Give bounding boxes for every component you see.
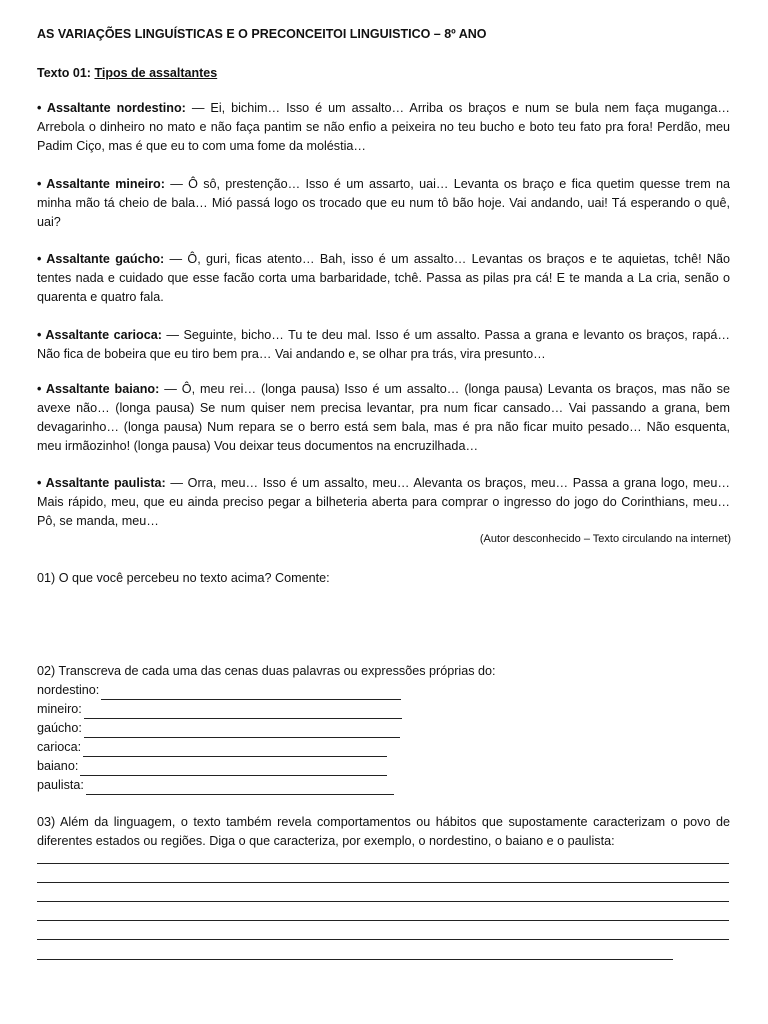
page-title: AS VARIAÇÕES LINGUÍSTICAS E O PRECONCEITOI LINGUISTICO – 8º ANO [37,27,487,41]
paragraph-carioca [37,326,730,364]
paragraph-label: • Assaltante carioca: [37,328,162,342]
answer-row-mineiro [37,700,496,719]
text-name: Tipos de assaltantes [94,66,218,80]
text-number: Texto 01: [37,66,91,80]
question-2-prompt: 02) Transcreva de cada uma das cenas duas palavras ou expressões próprias do: [37,664,496,678]
answer-label: baiano: [37,759,79,773]
answer-blank[interactable] [84,706,402,719]
paragraph-text: — Ei, bichim… Isso é um assalto… Arriba os braços e num se bula nem faça muganga… Arrebola o dinheiro no mato e não faça pantim se não enfio a peixeira no teu bucho e boto teu fato pra fora! Perdão, meu Padim Ciço, mas é que eu to com uma fome da moléstia… [37,101,730,153]
paragraph-text: — Seguinte, bicho… Tu te deu mal. Isso é um assalto. Passa a grana e levanto os braços, rapá… Não fica de bobeira que eu tiro bem pra… Vai andando e, se olhar pra trás, vira presunto… [37,328,731,361]
paragraph-label: • Assaltante mineiro: [37,177,165,191]
paragraph-mineiro [37,175,730,232]
answer-line[interactable] [37,938,729,940]
paragraph-text: — Ô sô, prestenção… Isso é um assarto, uai… Levanta os braço e fica quetim quesse trem na minha mão tá cheio de bala… Mió passá logo os trocado que eu num tô bão hoje. Vai andando, uai! Tá esperando o quê, uai? [37,177,730,229]
answer-label: gaúcho: [37,721,82,735]
paragraph-label: • Assaltante paulista: [37,476,166,490]
paragraph-baiano [37,380,730,456]
question-2 [37,662,496,795]
answer-row-carioca [37,738,496,757]
answer-line[interactable] [37,881,729,883]
answer-label: mineiro: [37,702,82,716]
answer-row-nordestino [37,681,496,700]
answer-blank[interactable] [84,725,400,738]
text-subtitle [37,66,217,80]
answer-label: paulista: [37,778,84,792]
paragraph-paulista [37,474,730,531]
paragraph-text: — Ô, guri, ficas atento… Bah, isso é um assalto… Levantas os braços e te aquietas, tchê! Não tentes nada e cuidado que esse facão corta uma barbaridade, tchê. Passa as pilas pra cá! E te manda a La cria, senão o quarenta e quatro fala. [37,252,730,304]
paragraph-label: • Assaltante nordestino: [37,101,186,115]
question-3: 03) Além da linguagem, o texto também revela comportamentos ou hábitos que supostamente caracterizam o povo de diferentes estados ou regiões. Diga o que caracteriza, por exemplo, o nordestino, o baiano e o paulista: [37,815,730,848]
answer-row-baiano [37,757,496,776]
question-1: 01) O que você percebeu no texto acima? Comente: [37,571,330,585]
answer-label: nordestino: [37,683,100,697]
paragraph-text: — Ô, meu rei… (longa pausa) Isso é um assalto… (longa pausa) Levanta os braços, mas não se avexe não… (longa pausa) Se num quiser nem precisa levantar, pra num ficar cansado… Vai passando a grana, bem devagarinho… (longa pausa) Num repara se o berro está sem bala, mas é pra não ficar muito pesado… Não esquenta, meu irmãozinho! (longa pausa) Vou deixar teus documentos na encruzilhada… [37,382,730,453]
paragraph-text: — Orra, meu… Isso é um assalto, meu… Alevanta os braços, meu… Passa a grana logo, meu… Mais rápido, meu, que eu ainda preciso pegar a bilheteria aberta para comprar o ingresso do jogo do Corinthians, meu… Pô, se manda, meu… [37,476,730,528]
answer-line[interactable] [37,862,729,864]
paragraph-gaucho [37,250,730,307]
answer-blank[interactable] [83,744,387,757]
answer-line[interactable] [37,958,673,960]
answer-label: carioca: [37,740,82,754]
answer-blank[interactable] [101,687,401,700]
paragraph-nordestino [37,99,730,156]
paragraph-label: • Assaltante baiano: [37,382,160,396]
answer-row-gaucho [37,719,496,738]
answer-row-paulista [37,776,496,795]
answer-line[interactable] [37,900,729,902]
paragraph-label: • Assaltante gaúcho: [37,252,165,266]
answer-line[interactable] [37,919,729,921]
answer-blank[interactable] [80,763,387,776]
source-note: (Autor desconhecido – Texto circulando na internet) [479,533,731,545]
answer-blank[interactable] [86,782,394,795]
